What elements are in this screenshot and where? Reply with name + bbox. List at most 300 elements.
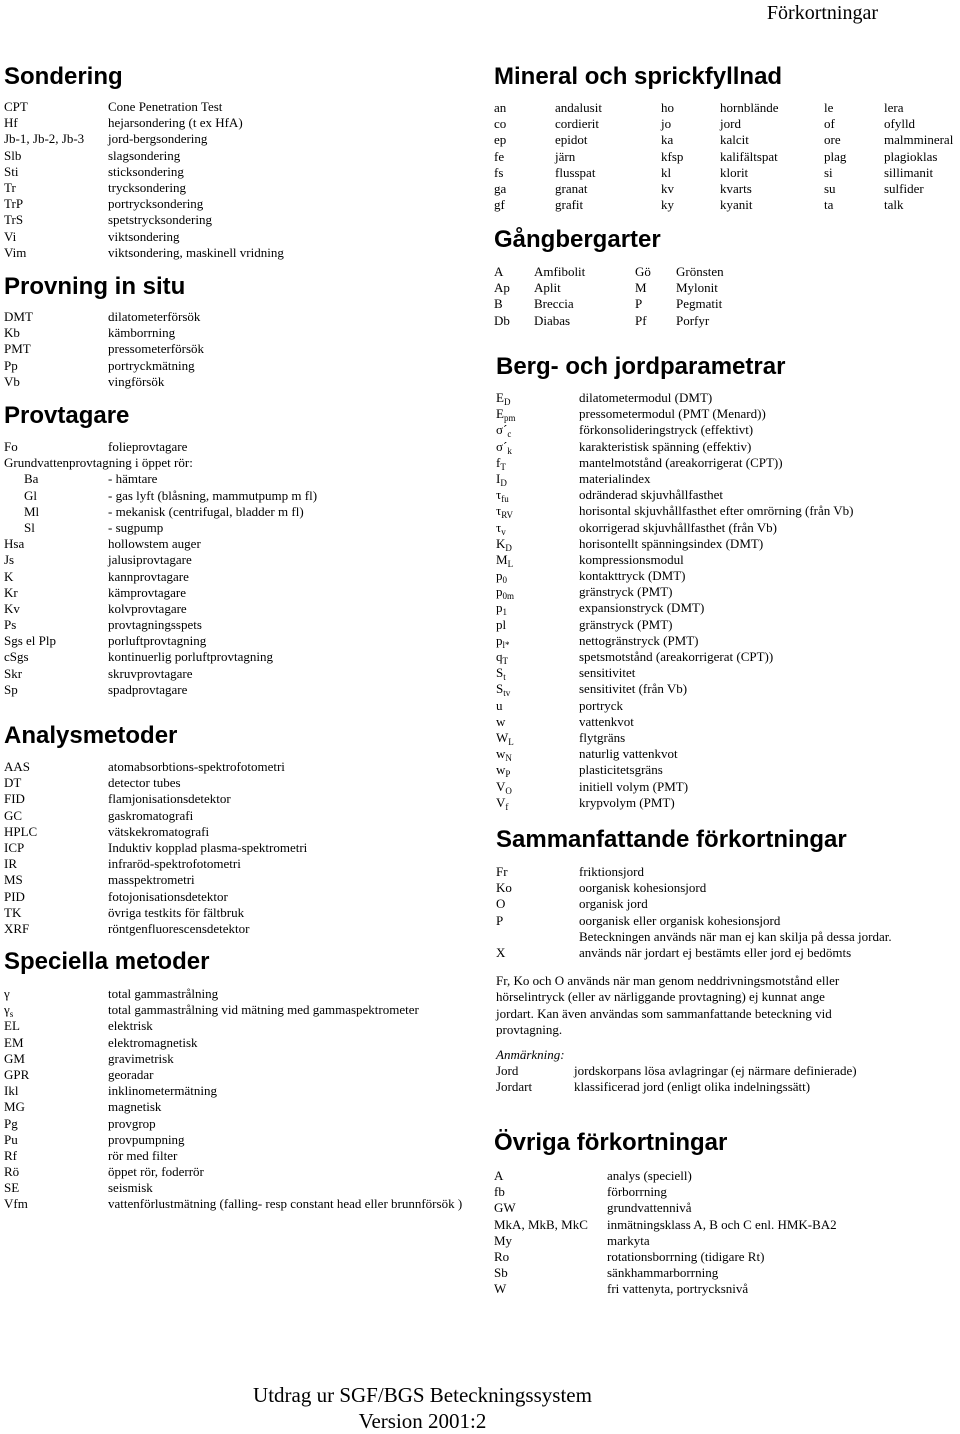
symbol-subscript: tv: [503, 688, 511, 699]
description: rör med filter: [108, 1147, 178, 1163]
list-item: [4, 131, 474, 147]
abbreviation: AAS: [4, 759, 31, 774]
section-analys: [4, 722, 474, 937]
list-item: [496, 617, 960, 633]
abbreviation: Sti: [4, 163, 19, 179]
list-item: [496, 762, 960, 778]
list-item: [496, 455, 960, 471]
section-sondering: [4, 63, 474, 261]
description: gravimetrisk: [108, 1050, 174, 1066]
abbreviation: fe: [494, 148, 505, 164]
description: Diabas: [534, 312, 571, 328]
list-item: [494, 1168, 960, 1184]
symbol-subscript: v: [501, 526, 506, 537]
symbol: SE: [4, 1180, 20, 1196]
list-item: [4, 180, 474, 196]
list-item: [494, 1281, 960, 1297]
list-item: [4, 840, 474, 856]
list-item: [4, 1116, 494, 1132]
symbol: w: [496, 713, 506, 729]
abbreviation: B: [494, 296, 503, 312]
description: kolvprovtagare: [108, 600, 187, 616]
symbol: $I_D$: [496, 470, 507, 488]
description: vingförsök: [108, 373, 165, 389]
symbol: GPR: [4, 1066, 30, 1082]
description: vattenkvot: [579, 713, 634, 729]
description: provpumpning: [108, 1131, 185, 1147]
abbreviation: IR: [4, 856, 17, 872]
symbol: MG: [4, 1099, 25, 1115]
symbol: $E_D$: [496, 390, 511, 407]
abbreviation: ga: [494, 180, 507, 196]
heading-provning: Provning in situ: [4, 273, 186, 300]
description: total gammastrålning vid mätning med gammaspektrometer: [108, 1002, 419, 1018]
list-provtagare: [4, 536, 484, 698]
list-item: [496, 746, 960, 762]
symbol: Rf: [4, 1147, 17, 1163]
description: - mekanisk (centrifugal, bladder m fl): [108, 503, 304, 519]
abbreviation: GW: [494, 1200, 516, 1216]
symbol-subscript: D: [500, 477, 507, 488]
description: - hämtare: [108, 471, 158, 487]
list-item: [4, 196, 474, 212]
list-item: [494, 1265, 960, 1281]
description: Induktiv kopplad plasma-spektrometri: [108, 839, 308, 855]
section-mineral: [494, 63, 960, 213]
symbol-subscript: D: [503, 397, 511, 407]
description: vattenförlustmätning (falling- resp constant head eller brunnförsök ): [108, 1196, 463, 1212]
symbol-subscript: D: [505, 542, 512, 553]
description: atomabsorbtions-spektrofotometri: [108, 759, 285, 774]
description: kalifältspat: [720, 148, 778, 164]
list-item: [494, 280, 960, 296]
list-item: [4, 1002, 494, 1018]
list-item: [494, 181, 960, 197]
list-item: Fo folieprovtagare: [4, 439, 188, 454]
description: portryckmätning: [108, 357, 195, 373]
description: odränderad skjuvhållfasthet: [579, 487, 724, 503]
description: portryck: [579, 697, 624, 713]
list-speciella: [4, 986, 494, 1213]
list-analys: [4, 759, 474, 937]
description: spetsmotstånd (areakorrigerat (CPT)): [579, 649, 774, 664]
description: kyanit: [720, 197, 753, 213]
list-samman: [496, 864, 960, 961]
symbol: $p_{0m}$: [496, 584, 515, 602]
abbreviation: Ml: [24, 503, 40, 519]
list-item: [496, 929, 960, 945]
description: flytgräns: [579, 729, 626, 745]
list-item: [4, 99, 474, 115]
list-item: [496, 503, 960, 519]
abbreviation: XRF: [4, 920, 30, 936]
description: Pf: [635, 312, 647, 328]
description: jord: [720, 116, 741, 132]
symbol-subscript: O: [505, 785, 512, 796]
list-item: [496, 779, 960, 795]
abbreviation: TrP: [4, 196, 24, 212]
symbol-subscript: L: [508, 736, 514, 747]
list-item: [496, 422, 960, 438]
description: horisontal skjuvhållfasthet efter omrörning (från Vb): [579, 503, 854, 519]
symbol-subscript: T: [502, 656, 508, 666]
description: Gö: [635, 264, 651, 279]
abbreviation: PID: [4, 888, 25, 904]
list-item: [4, 986, 494, 1002]
description: hollowstem auger: [108, 536, 201, 552]
list-samman-note: [496, 1063, 960, 1095]
list-item: [4, 1196, 494, 1212]
abbreviation: Ro: [494, 1248, 510, 1264]
list-item: [496, 1079, 960, 1095]
abbreviation: ICP: [4, 839, 25, 855]
list-ovriga: [494, 1168, 960, 1298]
abbreviation: TrS: [4, 212, 24, 228]
description: fotojonisationsdetektor: [108, 888, 228, 904]
description: gränstryck (PMT): [579, 584, 673, 600]
description: granat: [555, 180, 588, 196]
list-item: [496, 584, 960, 600]
symbol: Pu: [4, 1131, 18, 1147]
description: viktsondering: [108, 228, 180, 244]
symbol: $p_1$: [496, 600, 507, 618]
abbreviation: Vi: [4, 228, 17, 244]
description: Amfibolit: [534, 264, 586, 279]
symbol: $w_P$: [496, 762, 511, 780]
description: M: [635, 280, 647, 296]
description: P: [635, 296, 643, 312]
description: andalusit: [555, 100, 602, 115]
list-item: [4, 471, 484, 487]
description: kvarts: [720, 180, 752, 196]
abbreviation: Slb: [4, 147, 22, 163]
description: portrycksondering: [108, 196, 204, 212]
section-gang: [494, 226, 960, 329]
list-item: [496, 406, 960, 422]
description: grundvattennivå: [607, 1200, 692, 1216]
abbreviation: ep: [494, 132, 507, 148]
description: naturlig vattenkvot: [579, 746, 678, 762]
description: kontakttryck (DMT): [579, 568, 686, 584]
list-item: [4, 759, 474, 775]
list-mineral: [494, 100, 960, 213]
list-item: [4, 1018, 494, 1034]
list-item: [496, 698, 960, 714]
description: kämborrning: [108, 325, 176, 341]
heading-provtagare: Provtagare: [4, 402, 130, 429]
symbol-subscript: c: [507, 429, 512, 440]
description: elektromagnetisk: [108, 1034, 198, 1050]
section-samman: [496, 826, 960, 1096]
page-header-title: Förkortningar: [766, 2, 878, 24]
heading-samman: Sammanfattande förkortningar: [496, 826, 847, 853]
description: sillimanit: [884, 164, 934, 180]
symbol-subscript: 0m: [502, 591, 515, 602]
description: - gas lyft (blåsning, mammutpump m fl): [108, 487, 318, 503]
description: plagioklas: [884, 148, 938, 164]
list-item: [4, 212, 474, 228]
description: fri vattenyta, portrycksnivå: [607, 1281, 749, 1297]
abbreviation: gf: [494, 197, 505, 213]
list-item: [496, 633, 960, 649]
symbol: $S_{tv}$: [496, 681, 511, 699]
abbreviation: My: [494, 1232, 513, 1248]
symbol: $\sigma´_c$: [496, 422, 512, 440]
list-item: [4, 569, 484, 585]
symbol-subscript: RV: [501, 510, 514, 521]
description: mantelmotstånd (areakorrigerat (CPT)): [579, 454, 783, 470]
abbreviation: Gl: [24, 487, 37, 503]
symbol: $p_0$: [496, 568, 507, 586]
list-item: [494, 264, 960, 280]
heading-sondering: Sondering: [4, 63, 123, 90]
description: materialindex: [579, 470, 651, 486]
symbol: $V_f$: [496, 794, 509, 812]
description: Pegmatit: [676, 296, 723, 312]
list-item: [4, 649, 484, 665]
description: oorganisk eller organisk kohesionsjord: [579, 912, 781, 928]
description: ore: [824, 132, 841, 148]
symbol: u: [496, 697, 503, 713]
description: gaskromatografi: [108, 807, 194, 823]
list-item: [494, 116, 960, 132]
list-item: [4, 504, 484, 520]
abbreviation: an: [494, 100, 507, 115]
description: magnetisk: [108, 1099, 162, 1115]
list-item: [4, 1051, 494, 1067]
description: kl: [661, 164, 672, 180]
description: kontinuerlig porluftprovtagning: [108, 649, 274, 665]
description: klassificerad jord (enligt olika indelningssätt): [574, 1079, 811, 1095]
description: förkonsolideringstryck (effektivt): [579, 422, 754, 438]
list-item: [4, 229, 474, 245]
symbol-subscript: fu: [501, 494, 509, 505]
description: lera: [884, 100, 904, 115]
description: le: [824, 100, 834, 115]
list-provtagare-sub: [4, 471, 484, 536]
abbreviation: Jb-1, Jb-2, Jb-3: [4, 131, 85, 147]
abbreviation: HPLC: [4, 823, 38, 839]
description: vätskekromatografi: [108, 823, 210, 839]
abbreviation: A: [494, 1168, 504, 1183]
symbol: $M_L$: [496, 551, 514, 569]
abbreviation: Ko: [496, 880, 512, 896]
description: förborrning: [607, 1184, 667, 1200]
abbreviation: Sgs el Plp: [4, 633, 57, 649]
list-item: [4, 115, 474, 131]
abbreviation: K: [4, 568, 14, 584]
description: flamjonisationsdetektor: [108, 791, 231, 807]
abbreviation: Ps: [4, 617, 17, 633]
description: dilatometermodul (DMT): [579, 390, 713, 405]
description: sensitivitet: [579, 665, 636, 681]
heading-speciella: Speciella metoder: [4, 948, 210, 975]
description: si: [824, 164, 833, 180]
description: initiell volym (PMT): [579, 778, 689, 794]
symbol-subscript: s: [9, 1009, 14, 1020]
list-item: [4, 1083, 494, 1099]
description: Mylonit: [676, 280, 718, 296]
abbreviation: P: [496, 912, 504, 928]
abbreviation: Db: [494, 312, 510, 328]
symbol: Pg: [4, 1115, 18, 1131]
symbol: $q_T$: [496, 649, 508, 666]
symbol: Ikl: [4, 1083, 19, 1099]
description: pressometermodul (PMT (Menard)): [579, 406, 766, 422]
description: su: [824, 180, 836, 196]
abbreviation: Sp: [4, 681, 18, 697]
heading-gang: Gångbergarter: [494, 226, 661, 253]
section-speciella: [4, 948, 494, 1213]
abbreviation: CPT: [4, 99, 28, 114]
abbreviation: O: [496, 896, 506, 912]
list-item: [494, 197, 960, 213]
symbol: $\tau_{RV}$: [496, 503, 514, 521]
heading-mineral: Mineral och sprickfyllnad: [494, 63, 783, 90]
list-item: [496, 471, 960, 487]
symbol-subscript: f: [505, 801, 509, 812]
symbol: pl: [496, 616, 507, 632]
description: malmmineral: [884, 132, 954, 148]
description: porluftprovtagning: [108, 633, 207, 649]
list-item: [496, 552, 960, 568]
list-item: [494, 296, 960, 312]
abbreviation: Kb: [4, 325, 20, 341]
description: hornblände: [720, 100, 779, 115]
list-item: [494, 132, 960, 148]
list-item: [4, 341, 474, 357]
description: elektrisk: [108, 1018, 153, 1034]
symbol: EL: [4, 1018, 20, 1034]
list-sondering: [4, 99, 474, 261]
provtagare-note: Grundvattenprovtagning i öppet rör:: [4, 455, 193, 471]
footer-line-2: Version 2001:2: [358, 1409, 487, 1433]
list-item: [494, 313, 960, 329]
abbreviation: MkA, MkB, MkC: [494, 1216, 588, 1232]
abbreviation: co: [494, 116, 507, 132]
list-item: [4, 633, 484, 649]
description: provgrop: [108, 1115, 156, 1131]
list-item: [4, 682, 484, 698]
list-item: [496, 487, 960, 503]
abbreviation: Tr: [4, 179, 16, 195]
symbol: Rö: [4, 1164, 20, 1180]
description: kompressionsmodul: [579, 551, 684, 567]
list-item: [4, 245, 474, 261]
description: krypvolym (PMT): [579, 794, 675, 810]
abbreviation: Jordart: [496, 1079, 533, 1095]
list-item: [494, 1217, 960, 1233]
list-item: [494, 1233, 960, 1249]
list-item: [4, 905, 474, 921]
list-item: [4, 148, 474, 164]
list-item: [494, 1200, 960, 1216]
list-item: [496, 681, 960, 697]
description: kannprovtagare: [108, 568, 189, 584]
description: jord-bergsondering: [108, 131, 208, 147]
list-item: [496, 945, 960, 961]
list-item: [4, 824, 474, 840]
list-item: [4, 1148, 494, 1164]
list-item: [4, 921, 474, 937]
list-item: [494, 1184, 960, 1200]
description: övriga testkits för fältbruk: [108, 904, 245, 920]
abbreviation: TK: [4, 904, 22, 920]
list-item: [4, 872, 474, 888]
symbol-subscript: P: [505, 769, 511, 780]
abbreviation: MS: [4, 872, 23, 888]
description: viktsondering, maskinell vridning: [108, 244, 284, 260]
abbreviation: Sb: [494, 1265, 508, 1281]
list-item: [496, 600, 960, 616]
abbreviation: GC: [4, 807, 23, 823]
list-item: [4, 374, 474, 390]
symbol: $W_L$: [496, 729, 514, 747]
list-item: [4, 666, 484, 682]
symbol-subscript: T: [500, 461, 506, 472]
abbreviation: Ap: [494, 280, 510, 296]
symbol: GM: [4, 1050, 25, 1066]
list-item: [4, 309, 474, 325]
list-item: [496, 439, 960, 455]
list-provning: [4, 309, 474, 390]
list-item: [4, 617, 484, 633]
list-item: [494, 100, 960, 116]
abbreviation: Kr: [4, 584, 18, 600]
description: Breccia: [534, 296, 574, 312]
abbreviation: fb: [494, 1184, 505, 1200]
list-item: [4, 552, 484, 568]
abbreviation: W: [494, 1281, 507, 1297]
abbreviation: DT: [4, 775, 22, 791]
description: cordierit: [555, 116, 600, 132]
description: analys (speciell): [607, 1168, 692, 1183]
description: talk: [884, 197, 904, 213]
abbreviation: Fr: [496, 864, 508, 879]
description: provtagningsspets: [108, 617, 202, 633]
list-item: [4, 808, 474, 824]
description: ho: [661, 100, 674, 115]
symbol-subscript: l*: [502, 639, 510, 650]
description: Beteckningen används när man ej kan skilja på dessa jordar.: [579, 928, 892, 944]
description: organisk jord: [579, 896, 648, 912]
description: gränstryck (PMT): [579, 616, 673, 632]
section-ovriga: [494, 1129, 960, 1298]
description: pressometerförsök: [108, 341, 205, 357]
abbreviation: Vim: [4, 244, 27, 260]
description: seismisk: [108, 1180, 153, 1196]
list-item: [496, 536, 960, 552]
description: horisontellt spänningsindex (DMT): [579, 535, 764, 551]
symbol: Vfm: [4, 1196, 28, 1212]
description: kalcit: [720, 132, 749, 148]
description: of: [824, 116, 835, 132]
list-item: [4, 585, 484, 601]
description: Porfyr: [676, 312, 710, 328]
abbreviation: Ba: [24, 471, 39, 487]
description: nettogränstryck (PMT): [579, 632, 699, 648]
heading-ovriga: Övriga förkortningar: [494, 1129, 728, 1156]
list-item: [4, 164, 474, 180]
list-item: [4, 1132, 494, 1148]
symbol-subscript: N: [505, 753, 512, 764]
description: total gammastrålning: [108, 986, 219, 1001]
description: okorrigerad skjuvhållfasthet (från Vb): [579, 519, 777, 535]
abbreviation: Pp: [4, 357, 18, 373]
description: jo: [661, 116, 672, 132]
symbol: $p_{l*}$: [496, 632, 510, 650]
description: jalusiprovtagare: [108, 552, 192, 568]
